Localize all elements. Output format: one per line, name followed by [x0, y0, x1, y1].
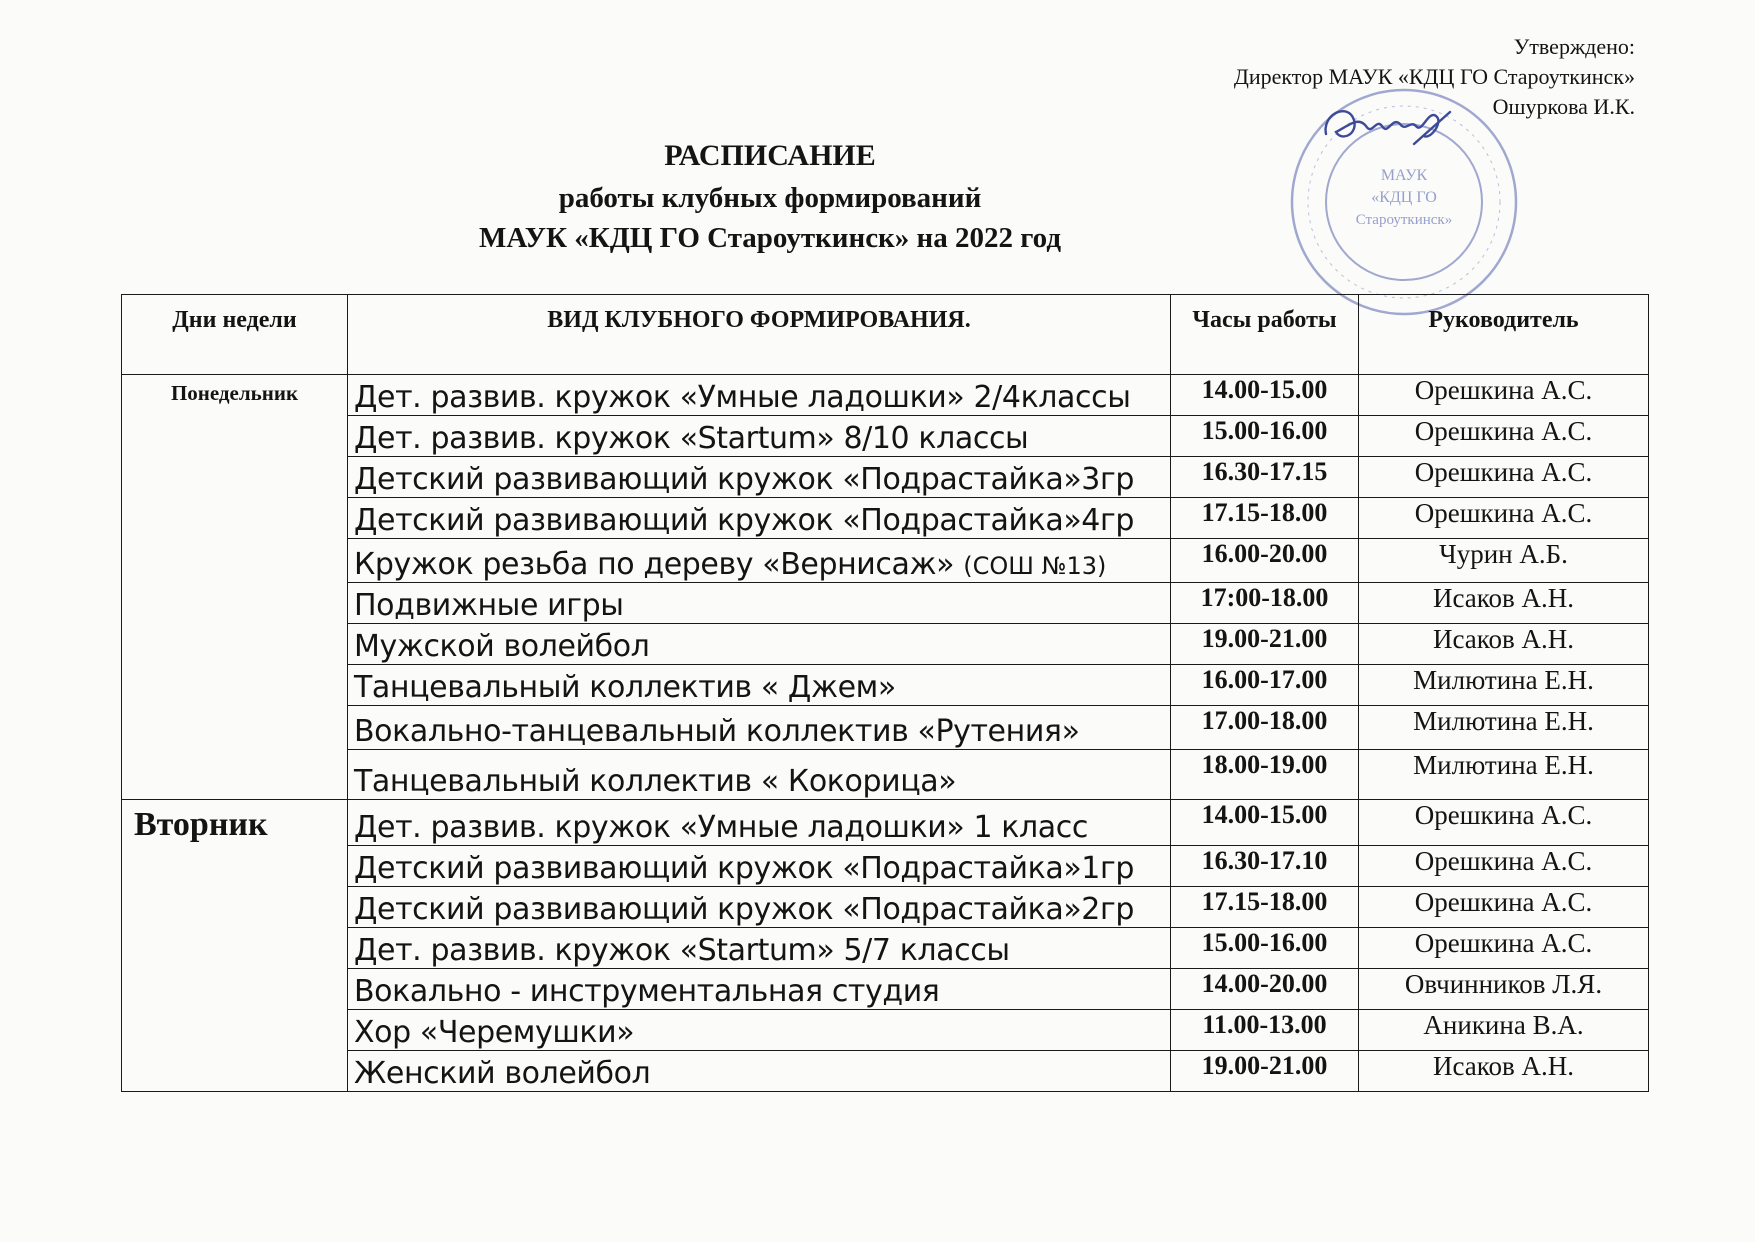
activity-hours: 14.00-15.00 [1171, 375, 1359, 416]
activity-hours: 16.30-17.15 [1171, 457, 1359, 498]
activity-leader: Орешкина А.С. [1359, 928, 1649, 969]
stamp-line-1: МАУК [1380, 167, 1428, 184]
title-main: РАСПИСАНИЕ [664, 139, 876, 172]
activity-leader: Исаков А.Н. [1359, 1051, 1649, 1092]
title-subtitle-2: МАУК «КДЦ ГО Староуткинск» на 2022 год [478, 222, 1062, 254]
activity-leader: Исаков А.Н. [1359, 583, 1649, 624]
activity-hours: 18.00-19.00 [1171, 750, 1359, 800]
activity-hours: 16.00-17.00 [1171, 665, 1359, 706]
activity-hours: 17:00-18.00 [1171, 583, 1359, 624]
activity-leader: Милютина Е.Н. [1359, 706, 1649, 750]
table-row [122, 498, 1649, 539]
table-row [122, 800, 1649, 846]
table-row [122, 1010, 1649, 1051]
header-leader: Руководитель [1359, 295, 1649, 375]
activity-hours: 15.00-16.00 [1171, 416, 1359, 457]
table-row [122, 846, 1649, 887]
table-row [122, 583, 1649, 624]
approval-heading: Утверждено: [1513, 34, 1635, 59]
table-row [122, 1051, 1649, 1092]
table-row [122, 887, 1649, 928]
activity-hours: 19.00-21.00 [1171, 624, 1359, 665]
activity-leader: Орешкина А.С. [1359, 375, 1649, 416]
activity-name: Детский развивающий кружок «Подрастайка»4гр [348, 498, 1171, 539]
document-title [260, 134, 1280, 258]
activity-hours: 14.00-15.00 [1171, 800, 1359, 846]
activity-leader: Аникина В.А. [1359, 1010, 1649, 1051]
table-row [122, 969, 1649, 1010]
table-row [122, 457, 1649, 498]
activity-leader: Милютина Е.Н. [1359, 665, 1649, 706]
table-row [122, 416, 1649, 457]
header-type: ВИД КЛУБНОГО ФОРМИРОВАНИЯ. [348, 295, 1171, 375]
title-subtitle-1: работы клубных формирований [558, 182, 982, 214]
approval-signatory: Ошуркова И.К. [1492, 94, 1635, 119]
activity-leader: Орешкина А.С. [1359, 498, 1649, 539]
table-row [122, 539, 1649, 583]
activity-name: Детский развивающий кружок «Подрастайка»2гр [348, 887, 1171, 928]
header-day: Дни недели [122, 295, 348, 375]
activity-hours: 15.00-16.00 [1171, 928, 1359, 969]
day-cell-monday: Понедельник [122, 375, 348, 800]
activity-name: Хор «Черемушки» [348, 1010, 1171, 1051]
table-row [122, 375, 1649, 416]
day-cell-tuesday: Вторник [122, 800, 348, 1092]
header-hours: Часы работы [1171, 295, 1359, 375]
activity-hours: 14.00-20.00 [1171, 969, 1359, 1010]
activity-note: (СОШ №13) [963, 552, 1107, 580]
activity-name: Мужской волейбол [348, 624, 1171, 665]
activity-hours: 16.30-17.10 [1171, 846, 1359, 887]
table-row [122, 706, 1649, 750]
stamp-line-3: Староуткинск» [1355, 212, 1453, 228]
activity-name: Вокально-танцевальный коллектив «Рутения» [348, 706, 1171, 750]
activity-hours: 17.15-18.00 [1171, 498, 1359, 539]
activity-hours: 16.00-20.00 [1171, 539, 1359, 583]
table-row [122, 624, 1649, 665]
table-row [122, 750, 1649, 800]
activity-name: Женский волейбол [348, 1051, 1171, 1092]
activity-leader: Чурин А.Б. [1359, 539, 1649, 583]
activity-name [348, 539, 1171, 583]
approval-position: Директор МАУК «КДЦ ГО Староуткинск» [1233, 64, 1635, 89]
activity-name: Детский развивающий кружок «Подрастайка»1гр [348, 846, 1171, 887]
activity-leader: Орешкина А.С. [1359, 846, 1649, 887]
activity-name: Танцевальный коллектив « Джем» [348, 665, 1171, 706]
activity-name: Дет. развив. кружок «Умные ладошки» 2/4классы [348, 375, 1171, 416]
activity-name: Детский развивающий кружок «Подрастайка»3гр [348, 457, 1171, 498]
activity-name: Танцевальный коллектив « Кокорица» [348, 750, 1171, 800]
activity-hours: 17.15-18.00 [1171, 887, 1359, 928]
signature [1318, 96, 1458, 152]
table-row [122, 928, 1649, 969]
activity-name: Дет. развив. кружок «Startum» 5/7 классы [348, 928, 1171, 969]
activity-name: Дет. развив. кружок «Startum» 8/10 классы [348, 416, 1171, 457]
activity-leader: Орешкина А.С. [1359, 416, 1649, 457]
activity-name: Подвижные игры [348, 583, 1171, 624]
table-row [122, 665, 1649, 706]
schedule-table [121, 294, 1649, 1092]
activity-leader: Милютина Е.Н. [1359, 750, 1649, 800]
table-header-row [122, 295, 1649, 375]
stamp-line-2: «КДЦ ГО [1371, 189, 1437, 206]
activity-name-text: Кружок резьба по дереву «Вернисаж» [354, 547, 955, 582]
activity-hours: 17.00-18.00 [1171, 706, 1359, 750]
activity-name: Вокально - инструментальная студия [348, 969, 1171, 1010]
activity-leader: Исаков А.Н. [1359, 624, 1649, 665]
activity-hours: 11.00-13.00 [1171, 1010, 1359, 1051]
activity-leader: Орешкина А.С. [1359, 800, 1649, 846]
activity-name: Дет. развив. кружок «Умные ладошки» 1 класс [348, 800, 1171, 846]
activity-leader: Овчинников Л.Я. [1359, 969, 1649, 1010]
activity-leader: Орешкина А.С. [1359, 457, 1649, 498]
activity-leader: Орешкина А.С. [1359, 887, 1649, 928]
activity-hours: 19.00-21.00 [1171, 1051, 1359, 1092]
